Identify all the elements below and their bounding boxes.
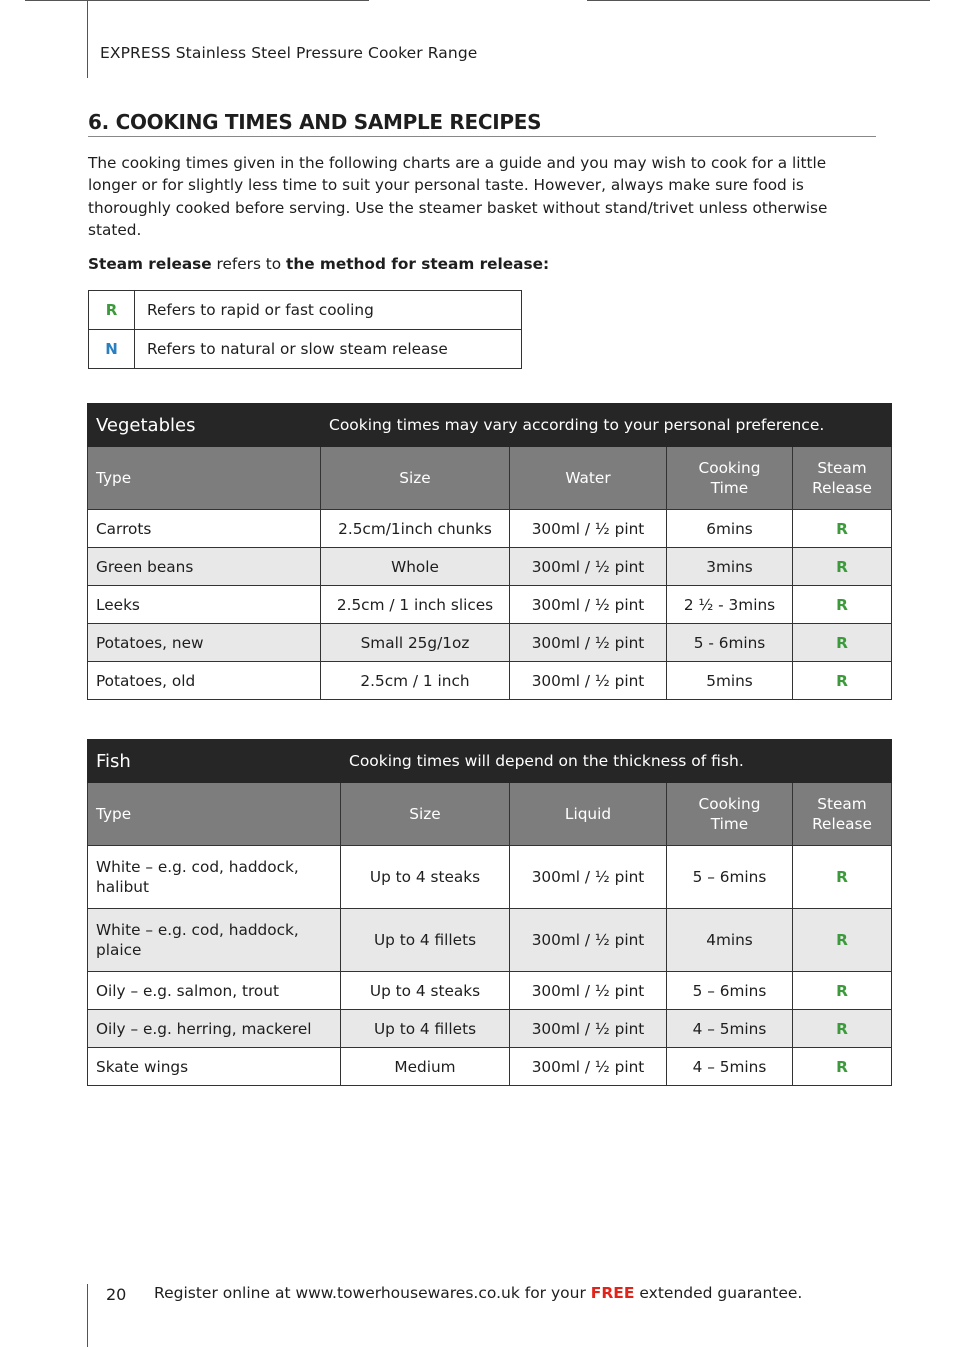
vegetables-table: [87, 403, 892, 700]
header-cooking-line2: Time: [710, 479, 749, 497]
cell-release: R: [793, 586, 892, 624]
table-row: [88, 586, 892, 624]
cell-water: 300ml / ½ pint: [510, 510, 667, 548]
running-header: EXPRESS Stainless Steel Pressure Cooker Range: [100, 44, 478, 62]
footer-guarantee-text: [154, 1284, 802, 1302]
cell-type: White – e.g. cod, haddock, halibut: [88, 846, 341, 909]
fish-title: Fish: [88, 740, 341, 783]
cell-size: Medium: [341, 1048, 510, 1086]
cell-size: Up to 4 steaks: [341, 846, 510, 909]
cell-time: 3mins: [667, 548, 793, 586]
cell-type: Potatoes, old: [88, 662, 321, 700]
cell-size: 2.5cm / 1 inch slices: [321, 586, 510, 624]
header-size: Size: [321, 447, 510, 510]
steam-mid: refers to: [211, 255, 287, 273]
legend-row: [89, 330, 522, 369]
steam-bold-1: Steam release: [88, 255, 212, 273]
title-underline: [88, 136, 876, 137]
steam-legend-table: [88, 290, 522, 369]
cell-type: Skate wings: [88, 1048, 341, 1086]
cell-time: 5 – 6mins: [667, 972, 793, 1010]
cell-size: Up to 4 steaks: [341, 972, 510, 1010]
header-cooking-time: [667, 447, 793, 510]
cell-liquid: 300ml / ½ pint: [510, 972, 667, 1010]
cell-liquid: 300ml / ½ pint: [510, 1048, 667, 1086]
header-cooking-line1: Cooking: [698, 795, 761, 813]
header-steam-line1: Steam: [817, 459, 867, 477]
cell-release: R: [793, 972, 892, 1010]
cell-time: 2 ½ - 3mins: [667, 586, 793, 624]
cell-type: Potatoes, new: [88, 624, 321, 662]
cell-time: 4 – 5mins: [667, 1048, 793, 1086]
table-row: [88, 510, 892, 548]
fish-column-headers: [88, 783, 892, 846]
header-cooking-line1: Cooking: [698, 459, 761, 477]
legend-code-rapid: R: [89, 291, 135, 330]
cell-water: 300ml / ½ pint: [510, 548, 667, 586]
cell-release: R: [793, 624, 892, 662]
steam-bold-2: the method for steam release:: [286, 255, 550, 273]
header-size: Size: [341, 783, 510, 846]
vegetables-title-bar: [88, 404, 892, 447]
cell-release: R: [793, 846, 892, 909]
cell-size: Small 25g/1oz: [321, 624, 510, 662]
legend-description-natural: Refers to natural or slow steam release: [135, 330, 522, 369]
table-row: [88, 1010, 892, 1048]
page-number: 20: [106, 1285, 127, 1304]
cell-type: White – e.g. cod, haddock, plaice: [88, 909, 341, 972]
header-type: Type: [88, 447, 321, 510]
header-steam-release: [793, 783, 892, 846]
steam-release-intro: [88, 255, 549, 273]
cell-time: 5mins: [667, 662, 793, 700]
footer-text-before: Register online at www.towerhousewares.co.uk for your: [154, 1284, 591, 1302]
legend-code-natural: N: [89, 330, 135, 369]
cell-type: Carrots: [88, 510, 321, 548]
cell-time: 6mins: [667, 510, 793, 548]
header-water: Water: [510, 447, 667, 510]
cell-time: 4mins: [667, 909, 793, 972]
crop-mark-top-right: [587, 0, 930, 1]
intro-paragraph: The cooking times given in the following charts are a guide and you may wish to cook for a little longer or for slightly less time to suit your personal taste. However, always make sure food is thoroughly cooked before serving. Use the steamer basket without stand/trivet unless otherwise stated.: [88, 154, 828, 239]
cell-time: 5 – 6mins: [667, 846, 793, 909]
fish-title-bar: [88, 740, 892, 783]
legend-description-rapid: Refers to rapid or fast cooling: [135, 291, 522, 330]
cell-type: Oily – e.g. herring, mackerel: [88, 1010, 341, 1048]
cell-type: Leeks: [88, 586, 321, 624]
cell-release: R: [793, 1048, 892, 1086]
vegetables-column-headers: [88, 447, 892, 510]
cell-water: 300ml / ½ pint: [510, 586, 667, 624]
cell-size: Up to 4 fillets: [341, 909, 510, 972]
cell-type: Oily – e.g. salmon, trout: [88, 972, 341, 1010]
legend-row: [89, 291, 522, 330]
table-row: [88, 548, 892, 586]
cell-time: 5 - 6mins: [667, 624, 793, 662]
header-steam-release: [793, 447, 892, 510]
vegetables-note: Cooking times may vary according to your personal preference.: [321, 404, 892, 447]
header-rule: [87, 0, 88, 78]
header-liquid: Liquid: [510, 783, 667, 846]
section-title: 6. COOKING TIMES AND SAMPLE RECIPES: [88, 110, 542, 134]
cell-liquid: 300ml / ½ pint: [510, 846, 667, 909]
table-row: [88, 662, 892, 700]
cell-size: Whole: [321, 548, 510, 586]
fish-note: Cooking times will depend on the thickness of fish.: [341, 740, 892, 783]
cell-liquid: 300ml / ½ pint: [510, 909, 667, 972]
footer-rule: [87, 1284, 88, 1347]
cell-size: 2.5cm / 1 inch: [321, 662, 510, 700]
vegetables-title: Vegetables: [88, 404, 321, 447]
header-steam-line2: Release: [812, 815, 872, 833]
cell-size: Up to 4 fillets: [341, 1010, 510, 1048]
table-row: [88, 909, 892, 972]
header-steam-line1: Steam: [817, 795, 867, 813]
header-type: Type: [88, 783, 341, 846]
cell-time: 4 – 5mins: [667, 1010, 793, 1048]
footer-free: FREE: [590, 1284, 635, 1302]
cell-size: 2.5cm/1inch chunks: [321, 510, 510, 548]
cell-release: R: [793, 909, 892, 972]
table-row: [88, 624, 892, 662]
cell-liquid: 300ml / ½ pint: [510, 1010, 667, 1048]
fish-table: [87, 739, 892, 1086]
cell-type: Green beans: [88, 548, 321, 586]
cell-water: 300ml / ½ pint: [510, 662, 667, 700]
table-row: [88, 1048, 892, 1086]
cell-release: R: [793, 510, 892, 548]
footer-text-after: extended guarantee.: [634, 1284, 803, 1302]
cell-release: R: [793, 548, 892, 586]
header-cooking-line2: Time: [710, 815, 749, 833]
cell-water: 300ml / ½ pint: [510, 624, 667, 662]
table-row: [88, 846, 892, 909]
cell-release: R: [793, 1010, 892, 1048]
header-cooking-time: [667, 783, 793, 846]
crop-mark-top-left: [25, 0, 369, 1]
cell-release: R: [793, 662, 892, 700]
header-steam-line2: Release: [812, 479, 872, 497]
table-row: [88, 972, 892, 1010]
